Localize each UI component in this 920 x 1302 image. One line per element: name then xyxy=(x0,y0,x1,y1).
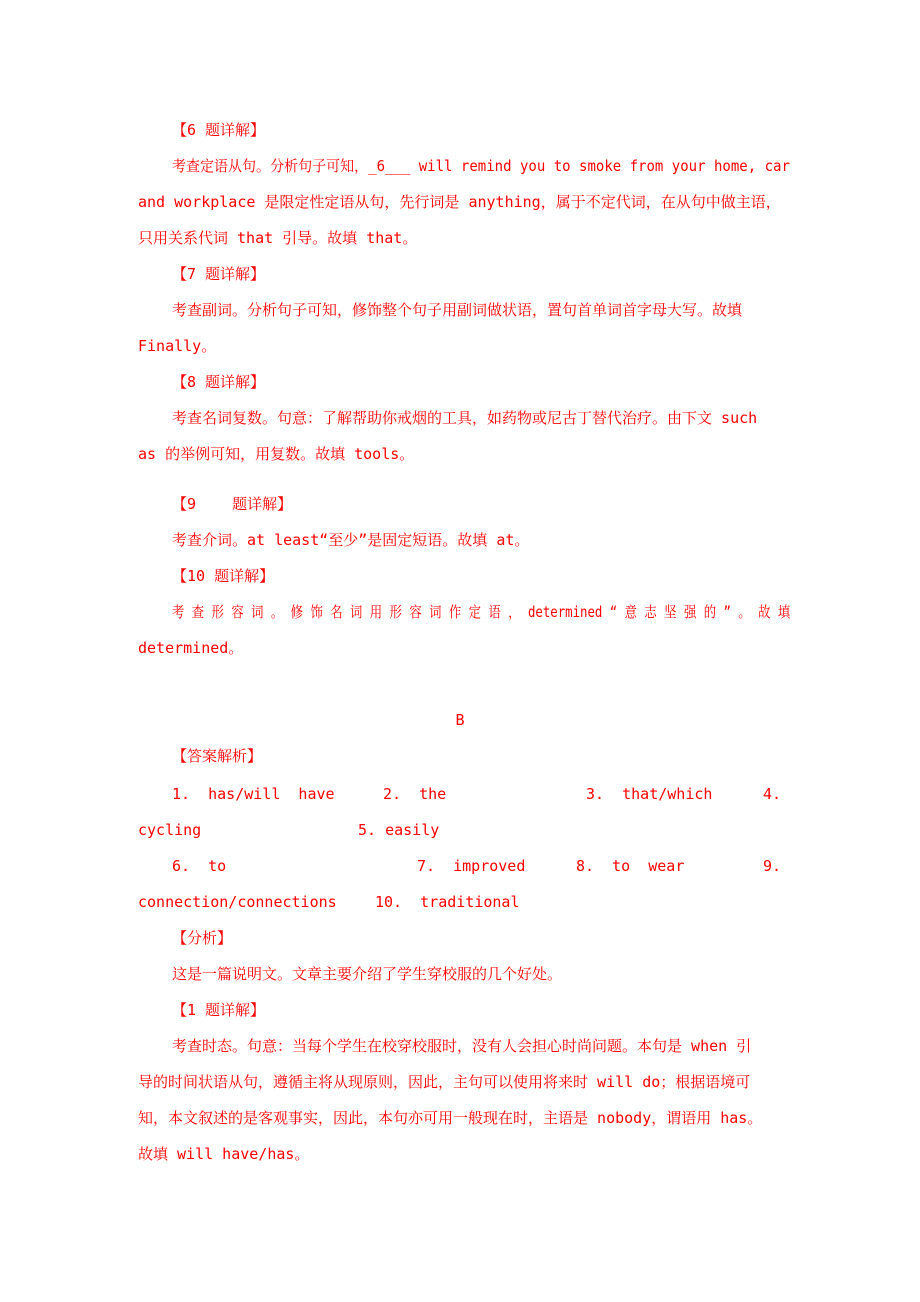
q7-line-1: 考查副词。分析句子可知，修饰整个句子用副词做状语，置句首单词首字母大写。故填 xyxy=(172,301,743,319)
q6-line-3: 只用关系代词 that 引导。故填 that。 xyxy=(138,229,418,247)
q1-line-2: 导的时间状语从句，遵循主将从现原则，因此，主句可以使用将来时 will do；根据语境可 xyxy=(138,1073,751,1091)
q10-heading: 【10 题详解】 xyxy=(172,567,275,585)
answer-4-text: cycling xyxy=(138,821,202,839)
answer-1: 1. has/will have xyxy=(172,785,335,803)
q1-line-1: 考查时态。句意：当每个学生在校穿校服时，没有人会担心时尚问题。本句是 when 引 xyxy=(172,1037,752,1055)
answer-7: 7. improved xyxy=(417,857,526,875)
answer-8: 8. to wear xyxy=(576,857,685,875)
part-b-title: B xyxy=(455,711,465,729)
q1-heading: 【1 题详解】 xyxy=(172,1001,266,1019)
q10-line-1: 考 查 形 容 词 。 修 饰 名 词 用 形 容 词 作 定 语 ， determined “ 意 志 坚 强 的 ” 。 故 填 xyxy=(172,603,791,621)
answer-9-number: 9. xyxy=(763,857,782,875)
q6-heading: 【6 题详解】 xyxy=(172,121,266,139)
answer-4-number: 4. xyxy=(763,785,782,803)
q9-heading: 【9 题详解】 xyxy=(172,495,293,513)
q6-line-2: and workplace 是限定性定语从句，先行词是 anything，属于不定代词，在从句中做主语， xyxy=(138,193,781,211)
analysis-line-1: 这是一篇说明文。文章主要介绍了学生穿校服的几个好处。 xyxy=(172,965,563,983)
q8-line-2: as 的举例可知，用复数。故填 tools。 xyxy=(138,445,415,463)
q1-line-3: 知，本文叙述的是客观事实，因此，本句亦可用一般现在时，主语是 nobody，谓语用 has。 xyxy=(138,1109,763,1127)
q8-line-1: 考查名词复数。句意：了解帮助你戒烟的工具，如药物或尼古丁替代治疗。由下文 such xyxy=(172,409,758,427)
answer-5: 5. easily xyxy=(358,821,440,839)
answer-9-text: connection/connections xyxy=(138,893,337,911)
q6-line-1: 考查定语从句。分析句子可知，_6___ will remind you to smoke from your home, car xyxy=(172,157,790,175)
answer-3: 3. that/which xyxy=(586,785,713,803)
q8-heading: 【8 题详解】 xyxy=(172,373,266,391)
answer-6: 6. to xyxy=(172,857,227,875)
q1-line-4: 故填 will have/has。 xyxy=(138,1145,310,1163)
answer-2: 2. the xyxy=(383,785,447,803)
analysis-heading: 【分析】 xyxy=(172,929,233,947)
q7-heading: 【7 题详解】 xyxy=(172,265,266,283)
answer-10: 10. traditional xyxy=(375,893,520,911)
q10-line-2: determined。 xyxy=(138,639,244,657)
q9-line-1: 考查介词。at least“至少”是固定短语。故填 at。 xyxy=(172,531,530,549)
q7-line-2: Finally。 xyxy=(138,337,217,355)
answers-heading: 【答案解析】 xyxy=(172,747,263,765)
